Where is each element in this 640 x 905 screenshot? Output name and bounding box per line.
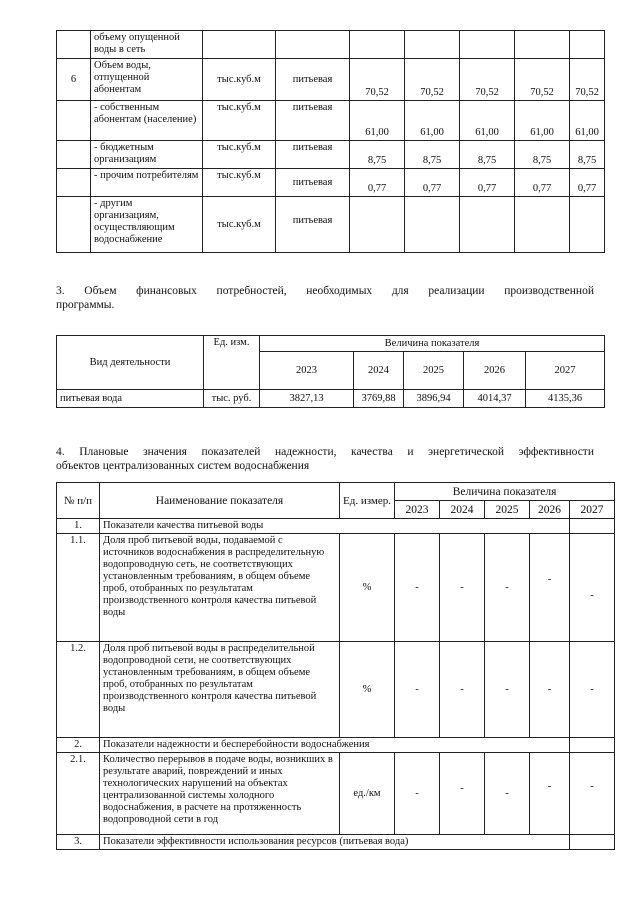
year-header: 2024 xyxy=(354,352,404,390)
col-value-header: Величина показателя xyxy=(260,336,605,352)
year-header: 2023 xyxy=(395,501,440,519)
financial-needs-table xyxy=(56,335,605,408)
row-water-type: питьевая xyxy=(276,59,350,101)
value-cell: - xyxy=(485,642,530,738)
row-unit: тыс.куб.м xyxy=(203,169,276,197)
value-cell: - xyxy=(440,534,485,642)
row-unit: тыс.куб.м xyxy=(203,101,276,141)
value-cell: 70,52 xyxy=(570,59,605,101)
section-3-line-1: 3. Объем финансовых потребностей, необходимых для реализации производственной xyxy=(56,285,594,297)
year-header: 2025 xyxy=(485,501,530,519)
row-number: 1.1. xyxy=(57,534,100,642)
value-cell: 3896,94 xyxy=(404,390,464,408)
unit-cell: тыс. руб. xyxy=(204,390,260,408)
row-number: 2.1. xyxy=(57,753,100,835)
col-activity-header: Вид деятельности xyxy=(57,336,204,390)
year-header: 2026 xyxy=(530,501,570,519)
row-unit: тыс.куб.м xyxy=(203,59,276,101)
col-value-header: Величина показателя xyxy=(395,483,615,501)
section-number: 3. xyxy=(57,835,100,850)
value-cell: - xyxy=(570,753,615,835)
section-number: 1. xyxy=(57,519,100,534)
section-row xyxy=(57,519,615,534)
row-name: - бюджетным организациям xyxy=(91,141,203,169)
production-volume-table xyxy=(56,30,605,253)
value-cell: 8,75 xyxy=(350,141,405,169)
value-cell: - xyxy=(440,753,485,835)
value-cell: - xyxy=(530,753,570,835)
value-cell: 8,75 xyxy=(515,141,570,169)
section-row xyxy=(57,738,615,753)
value-cell: 70,52 xyxy=(405,59,460,101)
table-row xyxy=(57,101,605,141)
value-cell: - xyxy=(395,642,440,738)
value-cell: 61,00 xyxy=(460,101,515,141)
year-header: 2027 xyxy=(526,352,605,390)
value-cell: 61,00 xyxy=(405,101,460,141)
row-number xyxy=(57,197,91,253)
table-row xyxy=(57,534,615,642)
row-unit: % xyxy=(340,534,395,642)
value-cell: 70,52 xyxy=(350,59,405,101)
col-unit-header: Ед. измер. xyxy=(340,483,395,519)
section-3-heading xyxy=(56,284,594,312)
section-row xyxy=(57,835,615,850)
value-cell: 4135,36 xyxy=(526,390,605,408)
section-number: 2. xyxy=(57,738,100,753)
table-row xyxy=(57,141,605,169)
value-cell: 0,77 xyxy=(350,169,405,197)
value-cell: - xyxy=(485,753,530,835)
table-row xyxy=(57,31,605,59)
value-cell: 0,77 xyxy=(515,169,570,197)
value-cell: 70,52 xyxy=(460,59,515,101)
row-unit: тыс.куб.м xyxy=(203,141,276,169)
value-cell: 8,75 xyxy=(405,141,460,169)
col-unit-header: Ед. изм. xyxy=(204,336,260,390)
row-number xyxy=(57,101,91,141)
value-cell: 0,77 xyxy=(460,169,515,197)
value-cell: 8,75 xyxy=(570,141,605,169)
col-name-header: Наименование показателя xyxy=(100,483,340,519)
table-row xyxy=(57,642,615,738)
value-cell: - xyxy=(530,534,570,642)
value-cell: 61,00 xyxy=(570,101,605,141)
row-unit: % xyxy=(340,642,395,738)
value-cell: 3827,13 xyxy=(260,390,354,408)
row-number xyxy=(57,141,91,169)
value-cell: 8,75 xyxy=(460,141,515,169)
row-name: Доля проб питьевой воды, подаваемой с источников водоснабжения в распределительную водопроводную сеть, не соответствующих установленным требованиям, в общем объеме проб, отобранных по результатам производственного контроля качества питьевой воды xyxy=(100,534,340,642)
value-cell: - xyxy=(395,753,440,835)
year-header: 2026 xyxy=(464,352,526,390)
row-water-type: питьевая xyxy=(276,197,350,253)
value-cell: - xyxy=(485,534,530,642)
row-number xyxy=(57,31,91,59)
row-water-type: питьевая xyxy=(276,141,350,169)
section-title: Показатели эффективности использования ресурсов (питьевая вода) xyxy=(100,835,570,850)
value-cell: - xyxy=(440,642,485,738)
row-name: Объем воды, отпущенной абонентам xyxy=(91,59,203,101)
col-num-header: № п/п xyxy=(57,483,100,519)
row-number: 1.2. xyxy=(57,642,100,738)
section-4-line-1: 4. Плановые значения показателей надежности, качества и энергетической эффективности xyxy=(56,446,594,458)
row-number xyxy=(57,169,91,197)
value-cell: 4014,37 xyxy=(464,390,526,408)
value-cell: - xyxy=(570,534,615,642)
year-header: 2027 xyxy=(570,501,615,519)
year-header: 2023 xyxy=(260,352,354,390)
indicators-table xyxy=(56,482,615,850)
table-row xyxy=(57,59,605,101)
value-cell: - xyxy=(395,534,440,642)
value-cell: 0,77 xyxy=(570,169,605,197)
row-water-type: питьевая xyxy=(276,101,350,141)
section-title: Показатели надежности и бесперебойности водоснабжения xyxy=(100,738,570,753)
activity-cell: питьевая вода xyxy=(57,390,204,408)
row-unit: тыс.куб.м xyxy=(203,197,276,253)
row-name: объему опущенной воды в сеть xyxy=(91,31,203,59)
value-cell: - xyxy=(570,642,615,738)
year-header: 2025 xyxy=(404,352,464,390)
value-cell: 61,00 xyxy=(350,101,405,141)
value-cell: 3769,88 xyxy=(354,390,404,408)
section-4-heading xyxy=(56,445,594,473)
row-unit: ед./км xyxy=(340,753,395,835)
table-row xyxy=(57,753,615,835)
table-row xyxy=(57,390,605,408)
row-name: Доля проб питьевой воды в распределительной водопроводной сети, не соответствующих установленным требованиям, в общем объеме проб, отобранных по результатам производственного контроля качества питьевой воды xyxy=(100,642,340,738)
row-name: - прочим потребителям xyxy=(91,169,203,197)
value-cell: 61,00 xyxy=(515,101,570,141)
table-row xyxy=(57,169,605,197)
section-4-line-2: объектов централизованных систем водоснабжения xyxy=(56,460,310,472)
row-name: Количество перерывов в подаче воды, возникших в результате аварий, повреждений и иных технологических нарушений на объектах централизованной системы холодного водоснабжения, в расчете на протяженность водопроводной сети в год xyxy=(100,753,340,835)
row-name: - другим организациям, осуществляющим водоснабжение xyxy=(91,197,203,253)
row-number: 6 xyxy=(57,59,91,101)
value-cell: - xyxy=(530,642,570,738)
table-row xyxy=(57,197,605,253)
row-water-type: питьевая xyxy=(276,169,350,197)
year-header: 2024 xyxy=(440,501,485,519)
row-name: - собственным абонентам (население) xyxy=(91,101,203,141)
value-cell: 0,77 xyxy=(405,169,460,197)
value-cell: 70,52 xyxy=(515,59,570,101)
section-3-line-2: программы. xyxy=(56,299,115,311)
section-title: Показатели качества питьевой воды xyxy=(100,519,570,534)
